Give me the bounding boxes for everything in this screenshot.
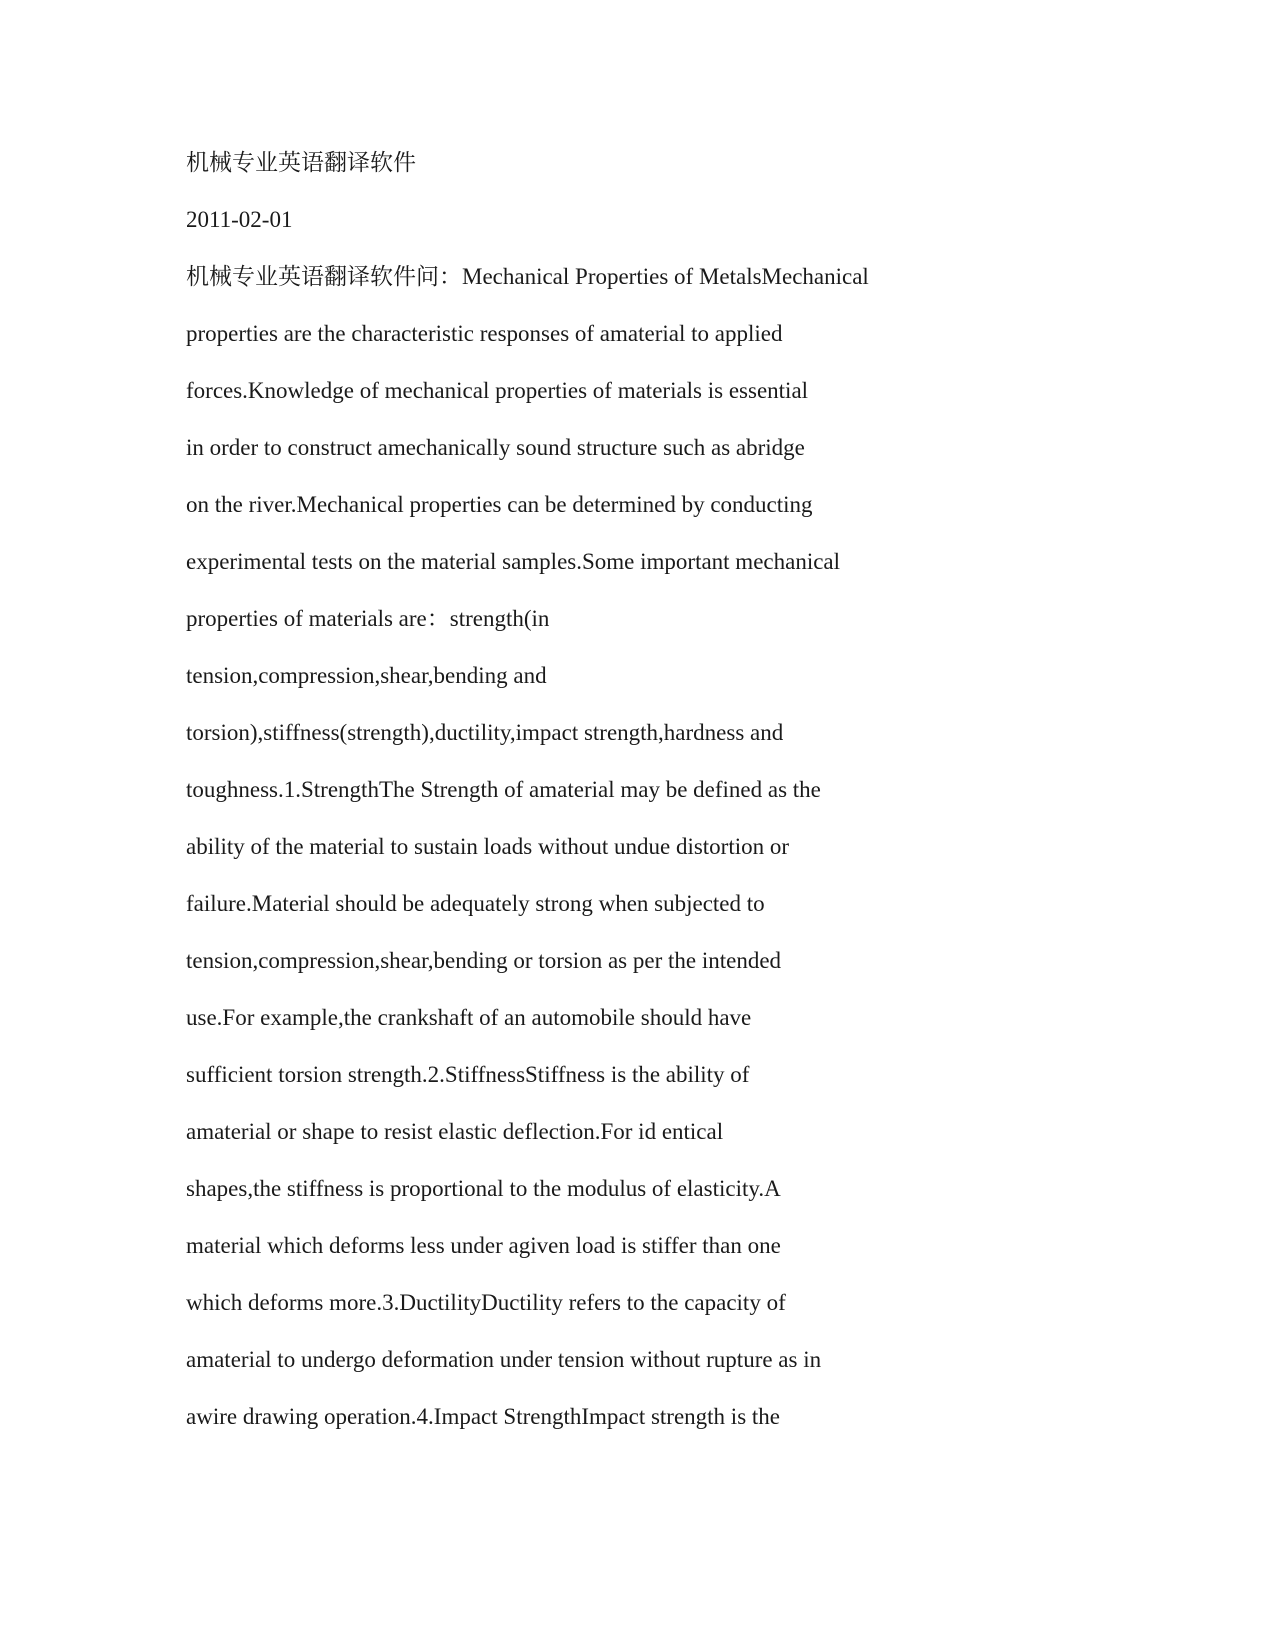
body-line: tension,compression,shear,bending or torsion as per the intended <box>186 948 782 973</box>
body-line: awire drawing operation.4.Impact StrengthImpact strength is the <box>186 1404 780 1429</box>
body-line: properties are the characteristic responses of amaterial to applied <box>186 321 783 346</box>
document-text <box>186 145 1186 1456</box>
body-line: 机械专业英语翻译软件问：Mechanical Properties of MetalsMechanical <box>186 264 869 289</box>
body-line: in order to construct amechanically sound structure such as abridge <box>186 435 805 460</box>
document-title: 机械专业英语翻译软件 <box>186 150 416 175</box>
body-line: toughness.1.StrengthThe Strength of amaterial may be defined as the <box>186 777 821 802</box>
body-line: torsion),stiffness(strength),ductility,impact strength,hardness and <box>186 720 784 745</box>
body-line: forces.Knowledge of mechanical properties of materials is essential <box>186 378 809 403</box>
body-line: material which deforms less under agiven load is stiffer than one <box>186 1233 781 1258</box>
body-line: properties of materials are：strength(in <box>186 606 550 631</box>
body-line: amaterial or shape to resist elastic deflection.For id entical <box>186 1119 724 1144</box>
body-line: which deforms more.3.DuctilityDuctility refers to the capacity of <box>186 1290 786 1315</box>
body-line: shapes,the stiffness is proportional to the modulus of elasticity.A <box>186 1176 781 1201</box>
body-line: experimental tests on the material samples.Some important mechanical <box>186 549 841 574</box>
body-line: tension,compression,shear,bending and <box>186 663 547 688</box>
body-line: ability of the material to sustain loads without undue distortion or <box>186 834 790 859</box>
body-line: failure.Material should be adequately strong when subjected to <box>186 891 765 916</box>
body-line: sufficient torsion strength.2.StiffnessStiffness is the ability of <box>186 1062 750 1087</box>
body-line: on the river.Mechanical properties can be determined by conducting <box>186 492 813 517</box>
body-line: amaterial to undergo deformation under tension without rupture as in <box>186 1347 822 1372</box>
document-date: 2011-02-01 <box>186 207 293 232</box>
body-line: use.For example,the crankshaft of an automobile should have <box>186 1005 752 1030</box>
